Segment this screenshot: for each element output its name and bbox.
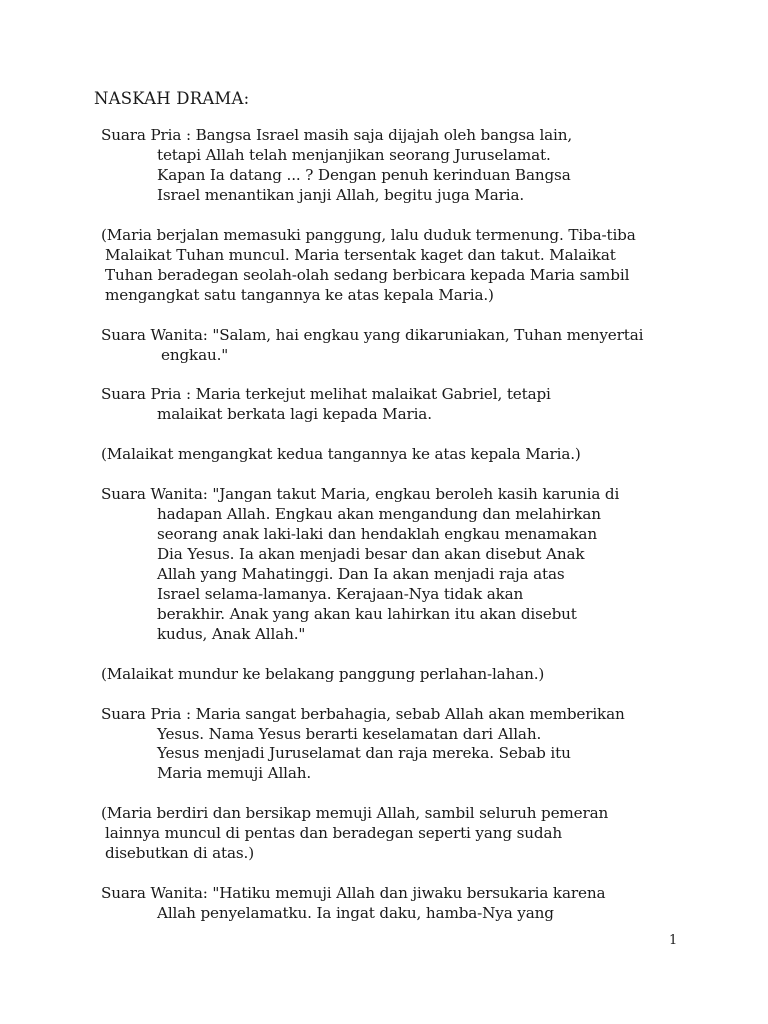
text-line: Dia Yesus. Ia akan menjadi besar dan akan disebut Anak bbox=[157, 545, 585, 563]
text-line: (Malaikat mundur ke belakang panggung perlahan-lahan.) bbox=[101, 665, 545, 683]
text-line: Suara Pria : Maria sangat berbahagia, sebab Allah akan memberikan bbox=[101, 705, 625, 723]
text-line: malaikat berkata lagi kepada Maria. bbox=[157, 405, 432, 423]
text-line: Suara Wanita: "Hatiku memuji Allah dan jiwaku bersukaria karena bbox=[101, 884, 606, 902]
text-line: Yesus. Nama Yesus berarti keselamatan dari Allah. bbox=[157, 725, 542, 743]
text-line: hadapan Allah. Engkau akan mengandung dan melahirkan bbox=[157, 505, 601, 523]
text-line: mengangkat satu tangannya ke atas kepala Maria.) bbox=[105, 286, 494, 304]
text-line: Allah yang Mahatinggi. Dan Ia akan menjadi raja atas bbox=[157, 565, 565, 583]
document-title: NASKAH DRAMA: bbox=[94, 89, 250, 108]
text-line: Kapan Ia datang ... ? Dengan penuh kerinduan Bangsa bbox=[157, 166, 571, 184]
text-line: seorang anak laki-laki dan hendaklah engkau menamakan bbox=[157, 525, 597, 543]
text-line: tetapi Allah telah menjanjikan seorang Juruselamat. bbox=[157, 146, 551, 164]
text-line: Suara Pria : Maria terkejut melihat malaikat Gabriel, tetapi bbox=[101, 385, 551, 403]
text-line: Tuhan beradegan seolah-olah sedang berbicara kepada Maria sambil bbox=[105, 266, 630, 284]
text-line: kudus, Anak Allah." bbox=[157, 625, 306, 643]
text-line: Israel selama-lamanya. Kerajaan-Nya tidak akan bbox=[157, 585, 524, 603]
text-line: lainnya muncul di pentas dan beradegan seperti yang sudah bbox=[105, 824, 563, 842]
text-line: (Malaikat mengangkat kedua tangannya ke atas kepala Maria.) bbox=[101, 445, 581, 463]
page-number: 1 bbox=[669, 933, 678, 948]
text-line: (Maria berjalan memasuki panggung, lalu duduk termenung. Tiba-tiba bbox=[101, 226, 636, 244]
text-line: Israel menantikan janji Allah, begitu juga Maria. bbox=[157, 186, 525, 204]
text-line: disebutkan di atas.) bbox=[105, 844, 255, 862]
text-line: berakhir. Anak yang akan kau lahirkan itu akan disebut bbox=[157, 605, 577, 623]
text-line: Maria memuji Allah. bbox=[157, 764, 312, 782]
text-line: Yesus menjadi Juruselamat dan raja mereka. Sebab itu bbox=[157, 744, 571, 762]
text-line: Allah penyelamatku. Ia ingat daku, hamba-Nya yang bbox=[157, 904, 554, 922]
text-line: Suara Wanita: "Salam, hai engkau yang dikaruniakan, Tuhan menyertai bbox=[101, 326, 644, 344]
text-line: engkau." bbox=[161, 346, 229, 364]
text-line: Suara Wanita: "Jangan takut Maria, engkau beroleh kasih karunia di bbox=[101, 485, 620, 503]
text-line: (Maria berdiri dan bersikap memuji Allah, sambil seluruh pemeran bbox=[101, 804, 609, 822]
text-line: Malaikat Tuhan muncul. Maria tersentak kaget dan takut. Malaikat bbox=[105, 246, 616, 264]
text-line: Suara Pria : Bangsa Israel masih saja dijajah oleh bangsa lain, bbox=[101, 126, 573, 144]
